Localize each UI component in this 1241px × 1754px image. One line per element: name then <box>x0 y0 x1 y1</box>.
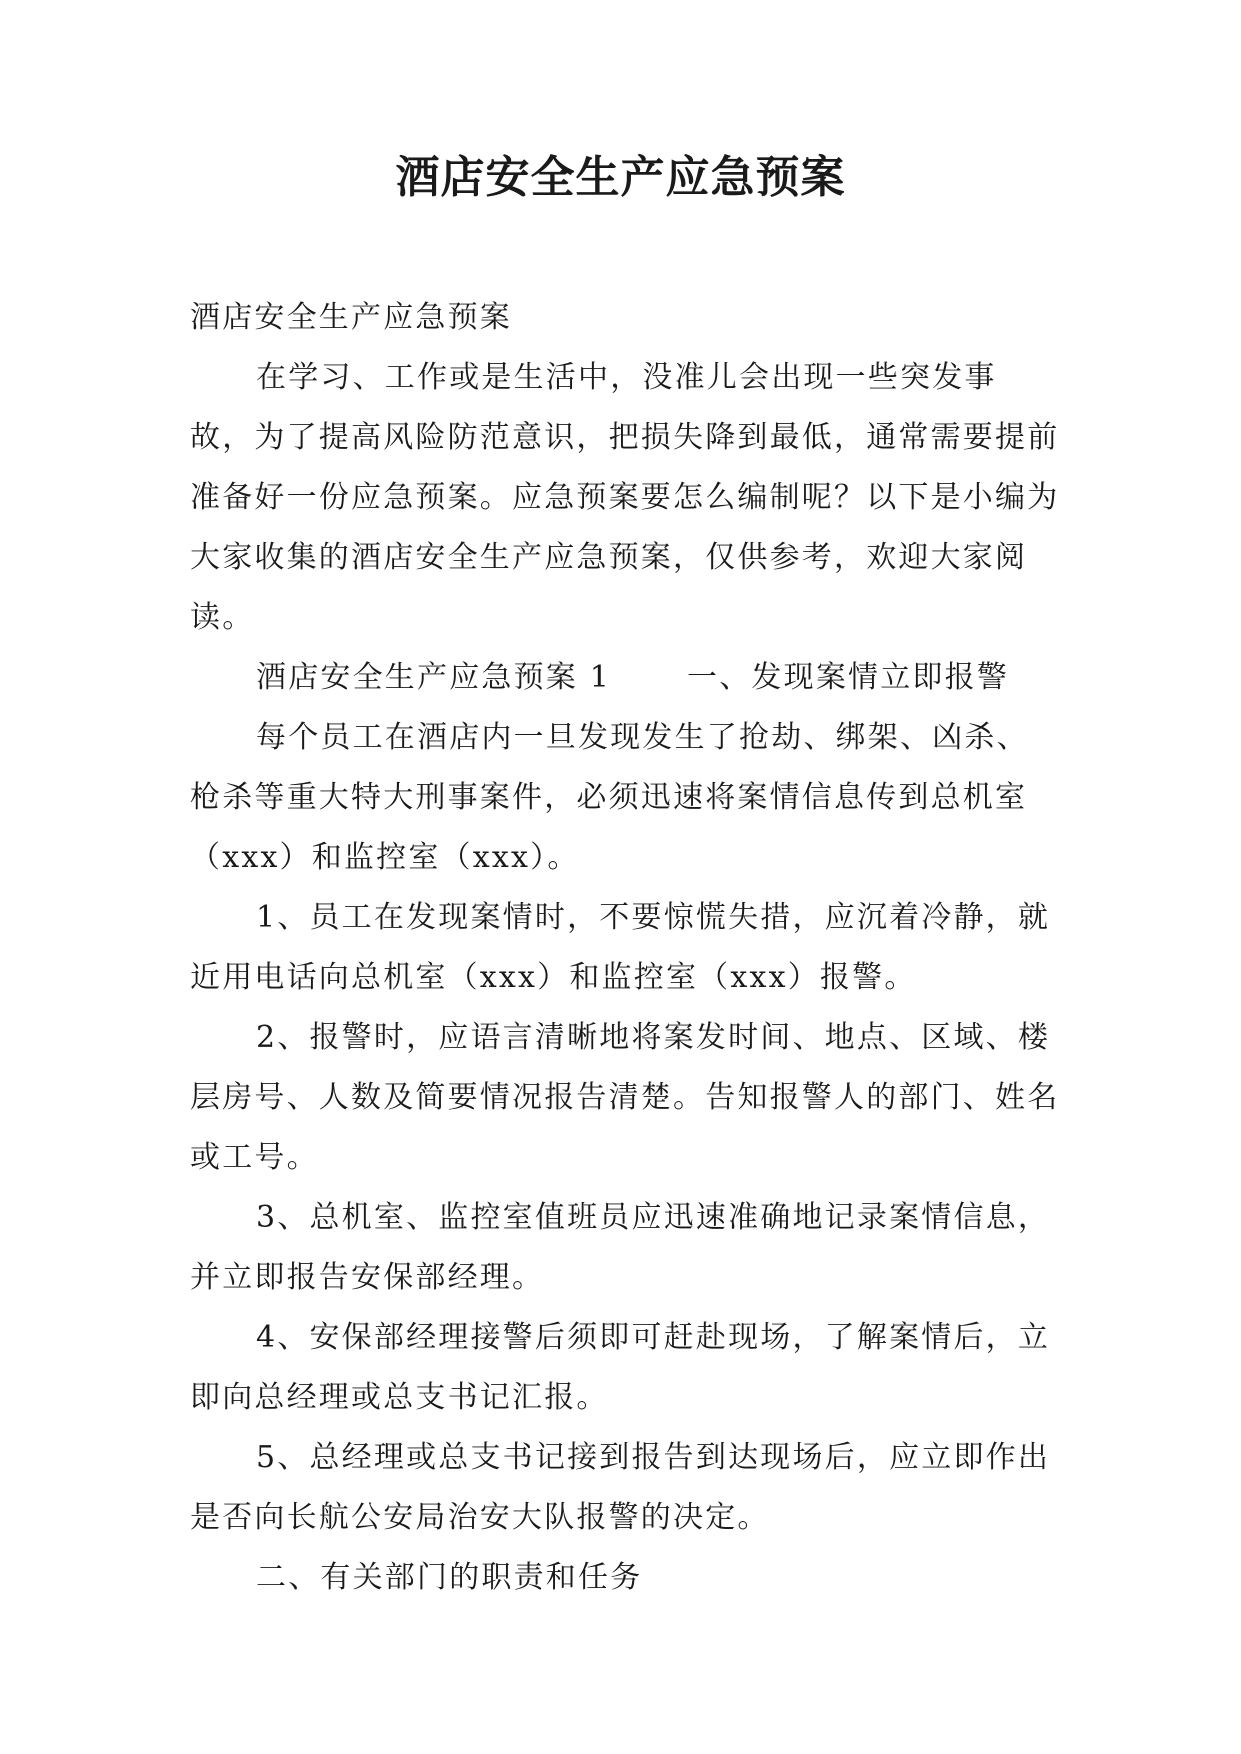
paragraph-item-5: 5、总经理或总支书记接到报告到达现场后，应立即作出是否向长航公安局治安大队报警的决定。 <box>190 1440 1051 1535</box>
paragraph-item-1: 1、员工在发现案情时，不要惊慌失措，应沉着冷静，就近用电话向总机室（xxx）和监控室（xxx）报警。 <box>190 900 1051 995</box>
document-body <box>190 288 1060 1608</box>
paragraph-section-2-heading: 二、有关部门的职责和任务 <box>256 1560 643 1595</box>
paragraph-report-rule: 每个员工在酒店内一旦发现发生了抢劫、绑架、凶杀、枪杀等重大特大刑事案件，必须迅速将案情信息传到总机室（xxx）和监控室（xxx）。 <box>190 720 1029 875</box>
section-heading-item: 一、发现案情立即报警 <box>687 660 1010 695</box>
paragraph-item-2: 2、报警时，应语言清晰地将案发时间、地点、区域、楼层房号、人数及简要情况报告清楚。告知报警人的部门、姓名或工号。 <box>190 1020 1060 1175</box>
document-title: 酒店安全生产应急预案 <box>395 152 846 203</box>
paragraph-subtitle: 酒店安全生产应急预案 <box>190 300 512 335</box>
paragraph-intro: 在学习、工作或是生活中，没准儿会出现一些突发事故，为了提高风险防范意识，把损失降到最低，通常需要提前准备好一份应急预案。应急预案要怎么编制呢？以下是小编为大家收集的酒店安全生产应急预案，仅供参考，欢迎大家阅读。 <box>190 360 1060 635</box>
paragraph-item-4: 4、安保部经理接警后须即可赶赴现场，了解案情后，立即向总经理或总支书记汇报。 <box>190 1320 1051 1415</box>
paragraph-section-heading <box>190 648 1060 708</box>
paragraph-item-3: 3、总机室、监控室值班员应迅速准确地记录案情信息，并立即报告安保部经理。 <box>190 1200 1051 1295</box>
section-heading-title: 酒店安全生产应急预案 1 <box>256 660 612 695</box>
